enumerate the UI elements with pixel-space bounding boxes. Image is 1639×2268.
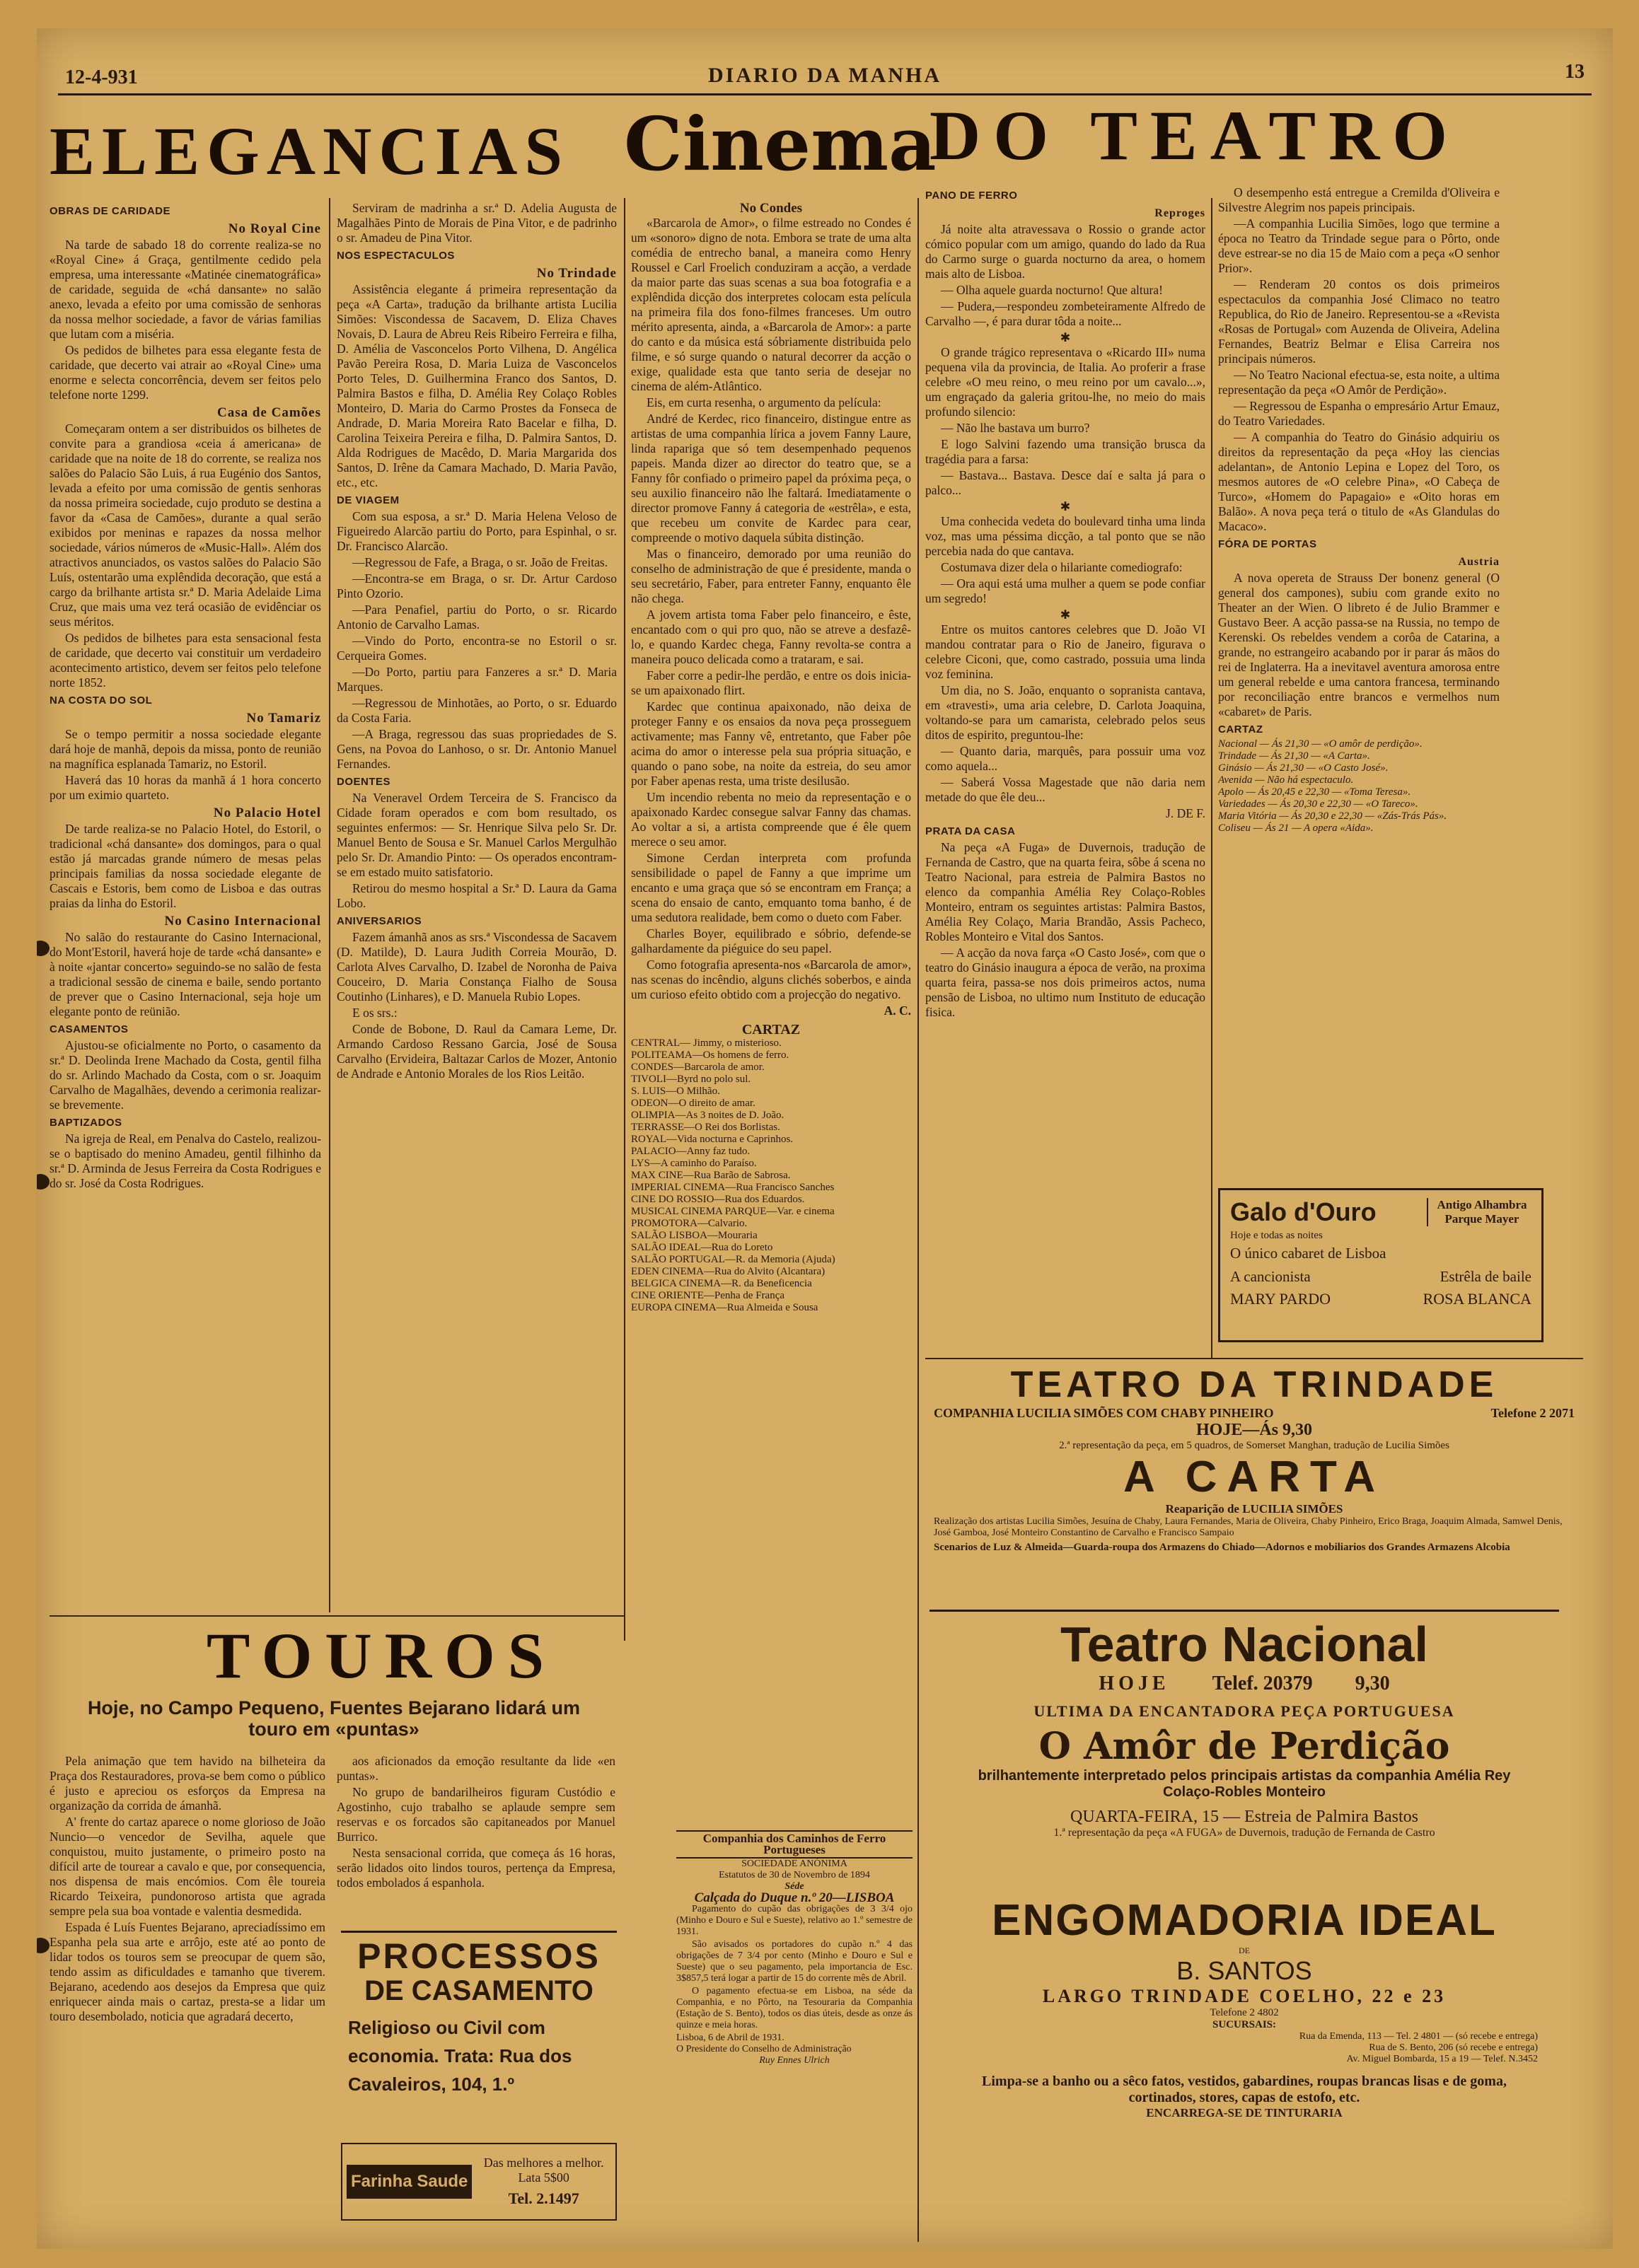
listing-item: CINE ORIENTE—Penha de França <box>631 1290 785 1301</box>
subheading: No Tamariz <box>246 711 321 726</box>
trindade-company: COMPANHIA LUCILIA SIMÕES COM CHABY PINHEIRO <box>934 1406 1274 1420</box>
nacional-name: Teatro Nacional <box>1060 1617 1428 1672</box>
galo-line: A cancionista <box>1230 1268 1311 1285</box>
paragraph: Na tarde de sabado 18 do corrente realiza-se no «Royal Cine» á Graça, gentilmente cedido pela empresa, uma interessante «Matinée cinematográfica» de caridade, seguida de «chá dansante» no salão anexo, levada a efeito por uma comissão de senhoras da nossa melhor sociedade, a favor de várias familias que lutam com a miséria. <box>50 238 321 341</box>
paragraph: Os pedidos de bilhetes para essa elegante festa de caridade, que decerto vai atrair ao «Royal Cine» uma enorme e selecta concorrência, devem ser feitos pelo telefone norte 1299. <box>50 343 321 402</box>
section-label: BAPTIZADOS <box>50 1117 122 1129</box>
paragraph: —A companhia Lucilia Simões, logo que termine a época no Teatro da Trindade segue para o Pôrto, onde deve estrear-se no dia 15 de Maio com a peça «O senhor Prior». <box>1218 216 1500 275</box>
subheading: No Palacio Hotel <box>213 806 321 820</box>
divider <box>50 1615 624 1617</box>
paragraph: Fazem ámanhã anos as srs.ª Viscondessa de Sacavem (D. Matilde), D. Laura Judith Correia Mourão, D. Carlota Alves Carvalho, D. Izabel de Noronha de Paiva Couceiro, D. Maria Constança Fialho de Sousa Coutinho (Linhares), e D. Manuela Rubio Lopes. <box>337 930 617 1004</box>
trindade-ad <box>925 1363 1583 1604</box>
galo-line: Hoje e todas as noites <box>1230 1230 1323 1241</box>
engomadoria-de: DE <box>1239 1946 1250 1955</box>
newspaper-name: DIARIO DA MANHA <box>708 64 942 87</box>
listing-item: TIVOLI—Byrd no polo sul. <box>631 1074 751 1085</box>
touros-subheadline: Hoje, no Campo Pequeno, Fuentes Bejarano lidará um touro em «puntas» <box>87 1697 581 1740</box>
galo-artist: MARY PARDO <box>1230 1290 1331 1308</box>
paragraph: Na igreja de Real, em Penalva do Castelo, realizou-se o baptisado do menino Amadeu, gentil filhinho da sr.ª D. Arminda de Jesus Ferreira da Costa Rodrigues e do sr. José da Costa Rodrigues. <box>50 1132 321 1190</box>
paragraph: Espada é Luís Fuentes Bejarano, apreciadíssimo em Espanha pela sua arte e arrôjo, este até ao ponto de lidar todos os touros sem se preocupar de quem são, tendo assim as dificuldades e tamanho que tiverem. Bejarano, acedendo aos desejos da Empresa que quiz enriquecer ainda mais o cartaz, presta-se a lidar um touro desembolado, noticia que agradará decerto, <box>50 1920 325 2023</box>
paragraph: — Não lhe bastava um burro? <box>941 421 1090 435</box>
paragraph: — Quanto daria, marquês, para possuir uma voz como aquela... <box>925 744 1205 773</box>
listing-item: Maria Vitória — Ás 20,30 e 22,30 — «Zás-Trás Pás». <box>1218 810 1447 822</box>
nacional-line: 1.ª representação da peça «A FUGA» de Duvernois, tradução de Fernanda de Castro <box>1053 1827 1435 1839</box>
listing-item: PALACIO—Anny faz tudo. <box>631 1146 751 1157</box>
paragraph: De tarde realiza-se no Palacio Hotel, do Estoril, o tradicional «chá dansante» dos domingos, para o qual estão já marcadas grande número de mesas pelas principais familias da nossa sociedade elegante de Cascais e Estoris, bem como de Lisboa e das outras praias da linha do Estoril. <box>50 822 321 910</box>
paragraph: Os pedidos de bilhetes para esta sensacional festa de caridade, que decerto vai constituir um verdadeiro acontecimento artistico, devem ser feitos pelo telefone norte 1852. <box>50 631 321 690</box>
galo-line: Estrêla de baile <box>1440 1268 1531 1285</box>
column-rule <box>917 198 919 2242</box>
nacional-line: brilhantemente interpretado pelos principais artistas da companhia Amélia Rey Colaço-Robles Monteiro <box>978 1768 1511 1800</box>
teatro-headline: DO TEATRO <box>929 96 1461 175</box>
signature: A. C. <box>884 1004 911 1018</box>
nacional-phone: Telef. 20379 <box>1212 1673 1313 1694</box>
trindade-line: Reaparição de LUCILIA SIMÕES <box>1165 1502 1343 1516</box>
listing-item: EUROPA CINEMA—Rua Almeida e Sousa <box>631 1302 818 1313</box>
paragraph: Um incendio rebenta no meio da representação e o apaixonado Kardec consegue salvar Fanny das chamas. Ao voltar a si, a artista compreende que é êle quem merece o seu amor. <box>631 790 911 849</box>
paragraph: Haverá das 10 horas da manhã á 1 hora concerto por um eximio quarteto. <box>50 773 321 802</box>
paragraph: Pagamento do cupão das obrigações de 3 3/4 ojo (Minho e Douro e Sul e Sueste), relativo ao 1.º semestre de 1931. <box>676 1904 913 1937</box>
separator-icon: ✱ <box>1060 330 1071 344</box>
listing-item: CENTRAL— Jimmy, o misterioso. <box>631 1037 782 1049</box>
masthead <box>65 58 1585 86</box>
column-rule <box>329 198 330 1612</box>
paragraph: Retirou do mesmo hospital a Sr.ª D. Laura da Gama Lobo. <box>337 881 617 910</box>
cinema-headline: Cinema <box>624 100 937 187</box>
paragraph: O desempenho está entregue a Cremilda d'Oliveira e Silvestre Alegrim nos papeis principais. <box>1218 185 1500 214</box>
cinema-column <box>631 201 911 1495</box>
teatro-listing <box>1218 738 1500 834</box>
listing-item: ODEON—O direito de amar. <box>631 1098 755 1109</box>
touros-headline: TOUROS <box>207 1619 557 1692</box>
separator-icon: ✱ <box>1060 499 1071 513</box>
listing-item: S. LUIS—O Milhão. <box>631 1086 720 1097</box>
listing-item: BELGICA CINEMA—R. da Beneficencia <box>631 1278 812 1289</box>
farinha-text: Das melhores a melhor. Lata 5$00 <box>483 2156 604 2185</box>
paragraph: O grande trágico representava o «Ricardo III» numa pequena vila da provincia, de Italia. Ao proferir a frase celebre «O meu reino, o meu reino por um cavalo...», um engraçado da galeria gritou-lhe, no meio do mais profundo silencio: <box>925 345 1205 419</box>
listing-item: Trindade — Ás 21,30 — «A Carta». <box>1218 750 1370 762</box>
elegancias-column-1 <box>50 201 321 1615</box>
paragraph: Nesta sensacional corrida, que começa ás 16 horas, serão lidados oito lindos touros, pertença da Empresa, todos embolados á espanhola. <box>337 1846 615 1890</box>
listing-item: TERRASSE—O Rei dos Borlistas. <box>631 1122 780 1133</box>
railway-president: O Presidente do Conselho de Administração <box>676 2044 852 2054</box>
column-rule <box>624 198 625 1641</box>
page-number: 13 <box>1565 61 1585 83</box>
subheading: No Casino Internacional <box>164 914 321 929</box>
paragraph: — Pudera,—respondeu zombeteiramente Alfredo de Carvalho —, é para durar tôda a noite... <box>925 299 1205 328</box>
listing-item: MUSICAL CINEMA PARQUE—Var. e cinema <box>631 1206 835 1217</box>
section-label: NA COSTA DO SOL <box>50 694 153 706</box>
paragraph: A' frente do cartaz aparece o nome glorioso de João Nuncio—o vencedor de Sevilha, aquele que conquistou, muito justamente, o primeiro posto na difícil arte de tourear a cavalo e que, por consequencia, nos dispensa de mais encómios. Com êle toureia Ricardo Teixeira, pundonoroso artista que agrada sempre pela sua boa vontade e valentia desmedida. <box>50 1815 325 1918</box>
paragraph: — Bastava... Bastava. Desce daí e salta já para o palco... <box>925 468 1205 497</box>
processos-title: PROCESSOS <box>357 1936 601 1976</box>
paragraph: — Olha aquele guarda nocturno! Que altura! <box>941 283 1163 297</box>
engomadoria-owner: B. SANTOS <box>1176 1956 1312 1985</box>
section-label: OBRAS DE CARIDADE <box>50 205 171 217</box>
engomadoria-name: ENGOMADORIA IDEAL <box>992 1896 1497 1945</box>
paragraph: — No Teatro Nacional efectua-se, esta noite, a ultima representação da peça «O Amôr de Perdição». <box>1218 368 1500 397</box>
binding-hole <box>37 1938 50 1953</box>
elegancias-column-2 <box>337 201 617 1608</box>
listing-item: SALÃO LISBOA—Mouraria <box>631 1230 758 1241</box>
subheading: No Royal Cine <box>228 221 321 236</box>
paragraph: Conde de Bobone, D. Raul da Camara Leme, Dr. Armando Cardoso Ressano Garcia, José de Sousa Carvalho (Ervideira, Baltazar Carlos de Mozer, Antonio de Andrade e Antonio Morales de los Rios Leitão. <box>337 1022 617 1081</box>
cinema-listing <box>631 1037 911 1314</box>
paragraph: E os srs.: <box>352 1006 398 1020</box>
railway-title: Companhia dos Caminhos de Ferro Portugueses <box>676 1830 913 1859</box>
paragraph: Serviram de madrinha a sr.ª D. Adelia Augusta de Magalhães Pinto de Morais de Pina Vitor, e de padrinho o sr. Amadeu de Pina Vitor. <box>337 201 617 245</box>
trindade-play: A CARTA <box>1123 1453 1386 1501</box>
cartaz-title: CARTAZ <box>741 1022 801 1037</box>
railway-sede: Séde <box>784 1881 804 1892</box>
listing-item: OLIMPIA—As 3 noites de D. João. <box>631 1110 784 1121</box>
section-label: ANIVERSARIOS <box>337 915 422 927</box>
subheading: No Trindade <box>536 266 617 281</box>
paragraph: No salão do restaurante do Casino Internacional, do Mont'Estoril, haverá hoje de tarde «chá dansante» e à noite «jantar concerto» seguindo-se no salão de festa a tradicional sessão de cinema e baile, sendo portanto de prever que o Casino Internacional, seja hoje um elegante ponto de reünião. <box>50 930 321 1018</box>
listing-item: Apolo — Ás 20,45 e 22,30 — «Toma Teresa». <box>1218 786 1411 798</box>
processos-text: Religioso ou Civil com economia. Trata: Rua dos Cavaleiros, 104, 1.º <box>348 2017 572 2095</box>
section-label: DOENTES <box>337 776 391 788</box>
nacional-ad <box>929 1610 1559 1885</box>
paragraph: Eis, em curta resenha, o argumento da película: <box>647 395 881 409</box>
engomadoria-phone: Telefone 2 4802 <box>1210 2007 1279 2018</box>
touros-column-2 <box>337 1754 615 1924</box>
paragraph: Na peça «A Fuga» de Duvernois, tradução de Fernanda de Castro, que na quarta feira, sôbe á scena no Teatro Nacional, para estreia de Palmira Bastos no elenco da companhia Amélia Rey Colaço-Robles Monteiro, entram os seguintes artistas: Palmira Bastos, Amélia Rey Colaço, Maria Brandão, Assis Pacheco, Robles Monteiro e Vital dos Santos. <box>925 840 1205 943</box>
railway-notice <box>676 1830 913 2226</box>
listing-item: CONDES—Barcarola de amor. <box>631 1062 765 1073</box>
paragraph: Se o tempo permitir a nossa sociedade elegante dará hoje de manhã, depois da missa, ponto de reunião na magnífica esplanada Tamariz, no Estoril. <box>50 727 321 771</box>
galo-artist: ROSA BLANCA <box>1423 1290 1531 1308</box>
paragraph: —A Braga, regressou das suas propriedades de S. Gens, na Povoa do Lanhoso, o sr. Dr. Antonio Manuel Fernandes. <box>337 727 617 771</box>
listing-item: PROMOTORA—Calvario. <box>631 1218 748 1229</box>
section-label: NOS ESPECTACULOS <box>337 250 455 262</box>
nacional-time: 9,30 <box>1355 1673 1390 1694</box>
touros-column-1 <box>50 1754 325 2242</box>
teatro-column-1 <box>925 185 1205 1359</box>
teatro-column-2 <box>1218 185 1500 1182</box>
listing-item: MAX CINE—Rua Barão de Sabrosa. <box>631 1170 791 1181</box>
paragraph: Começaram ontem a ser distribuidos os bilhetes de convite para a grandiosa «ceia á americana» de caridade que na noite de 18 do corrente, se realiza nos salões do Palacio São Luis, á rua Eugénio dos Santos, levada a efeito por uma comissão de gentis senhoras da nossa primeira sociedade, cujo produto se destina a favor da «Casa de Camões», durante a qual serão exibidos por meninas e rapazes da nossa melhor sociedade, vários números de «Music-Hall». Além dos atractivos anunciados, os vastos salões do Palacio São Luís, ostentarão uma explêndida decoração, que está a cargo da brilhante artista sr.ª D. Maria Adelaide Lima Cruz, que mais uma vez terá ocasião de evidênciar os seus méritos. <box>50 421 321 629</box>
trindade-time: HOJE—Ás 9,30 <box>1195 1421 1312 1439</box>
listing-item: LYS—A caminho do Paraíso. <box>631 1158 757 1169</box>
paragraph: Na Veneravel Ordem Terceira de S. Francisco da Cidade foram operados e com bom resultado, os seguintes enfermos: — Sr. Henrique Silva pelo Sr. Dr. Manuel Bento de Sousa e Sr. Manuel Carlos Mergulhão pelo Sr. Dr. Amandio Pinto: — Os operados encontram-se em estado muito satisfatorio. <box>337 791 617 879</box>
paragraph: — Regressou de Espanha o empresário Artur Emauz, do Teatro Variedades. <box>1218 399 1500 428</box>
paragraph: Entre os muitos cantores celebres que D. João VI mandou contratar para o Rio de Janeiro, figurava o celebre Ciconi, que, como castrado, possuia uma linda voz feminina. <box>925 622 1205 681</box>
paragraph: Já noite alta atravessava o Rossio o grande actor cómico popular com um amigo, quando do lado da Rua do Carmo surge o guarda nocturno da area, o homem mais alto de Lisboa. <box>925 222 1205 281</box>
listing-item: IMPERIAL CINEMA—Rua Francisco Sanches <box>631 1182 835 1193</box>
engomadoria-branch: Av. Miguel Bombarda, 15 a 19 — Telef. N.3452 <box>1346 2054 1538 2064</box>
paragraph: —Vindo do Porto, encontra-se no Estoril o sr. Cerqueira Gomes. <box>337 634 617 663</box>
engomadoria-line: Limpa-se a banho ou a sêco fatos, vestidos, gabardines, roupas brancas lisas e de goma, cortinados, stores, capas de estofo, etc. <box>982 2074 1507 2105</box>
subheading: Reproges <box>1154 207 1205 219</box>
newspaper-page <box>37 28 1613 2249</box>
listing-item: POLITEAMA—Os homens de ferro. <box>631 1049 789 1061</box>
section-label: DE VIAGEM <box>337 494 400 506</box>
binding-hole <box>37 1174 50 1190</box>
railway-address: Calçada do Duque n.º 20—LISBOA <box>694 1890 895 1905</box>
paragraph: Pela animação que tem havido na bilheteira da Praça dos Restauradores, prova-se bem como o público é justo e apreciou os esforços da Empresa na organização da corrida de ámanhã. <box>50 1754 325 1813</box>
subheading: Casa de Camões <box>217 405 321 420</box>
listing-item: CINE DO ROSSIO—Rua dos Eduardos. <box>631 1194 805 1205</box>
issue-date: 12-4-931 <box>65 66 138 88</box>
nacional-line: QUARTA-FEIRA, 15 — Estreia de Palmira Bastos <box>1070 1808 1418 1826</box>
processos-ad <box>341 1931 617 2143</box>
paragraph: —Regressou de Minhotães, ao Porto, o sr. Eduardo da Costa Faria. <box>337 696 617 725</box>
section-label: PRATA DA CASA <box>925 825 1016 837</box>
engomadoria-ad <box>929 1895 1559 2178</box>
nacional-play: O Amôr de Perdição <box>1038 1725 1450 1768</box>
engomadoria-address: LARGO TRINDADE COELHO, 22 e 23 <box>1042 1986 1447 2006</box>
paragraph: — Renderam 20 contos os dois primeiros espectaculos da companhia José Climaco no teatro Republica, do Rio de Janeiro. Representou-se a «Revista «Rosas de Portugal» com Auzenda de Oliveira, Adelina Fernandes, Beatriz Belmar e Elisa Carreira nos principais números. <box>1218 277 1500 366</box>
railway-date: Lisboa, 6 de Abril de 1931. <box>676 2033 784 2043</box>
galo-name: Galo d'Ouro <box>1230 1197 1377 1226</box>
paragraph: Como fotografia apresenta-nos «Barcarola de amor», nas scenas do incêndio, alguns clichés soberbos, e ainda um curioso efeito obtido com a projecção do negativo. <box>631 958 911 1001</box>
paragraph: São avisados os portadores do cupão n.º 4 das obrigações de 7 3/4 por cento (Minho e Douro e Sul e Sueste) que o seu pagamento, pela importancia de Esc. 3$857,5 terá logar a partir de 15 do corrente mês de Abril. <box>676 1939 913 1984</box>
galo-venue: Antigo Alhambra Parque Mayer <box>1427 1198 1531 1226</box>
listing-item: EDEN CINEMA—Rua do Alvito (Alcantara) <box>631 1266 826 1277</box>
column-rule <box>1211 198 1212 1358</box>
elegancias-headline: ELEGANCIAS <box>50 113 569 189</box>
trindade-cast: Realização dos artistas Lucilia Simões, Jesuína de Chaby, Laura Fernandes, Maria de Oliveira, Chaby Pinheiro, Erico Braga, Joaquim Almada, Samwel Denis, José Gamboa, José Monteiro Constantino de Carvalho e Francisco Sampaio <box>934 1516 1563 1538</box>
processos-title: DE CASAMENTO <box>364 1975 593 2006</box>
farinha-ad <box>341 2143 617 2221</box>
trindade-name: TEATRO DA TRINDADE <box>1010 1364 1498 1405</box>
farinha-logo: Farinha Saude <box>347 2165 472 2199</box>
binding-hole <box>37 941 50 956</box>
paragraph: Um dia, no S. João, enquanto o sopranista cantava, em «travesti», uma aria celebre, D. Carlota Joaquina, voltando-se para um camarista, celebrado pelos seus ditos de espirito, preguntou-lhe: <box>925 683 1205 742</box>
listing-item: SALÃO PORTUGAL—R. da Memoria (Ajuda) <box>631 1254 835 1265</box>
paragraph: No grupo de bandarilheiros figuram Custódio e Agostinho, cujo trabalho se aplaude sempre sem reservas e os forcados são capitaneados por Manuel Burrico. <box>337 1785 615 1844</box>
galo-douro-ad <box>1218 1188 1544 1342</box>
paragraph: «Barcarola de Amor», o filme estreado no Condes é um «sonoro» digno de nota. Embora se trate de uma alta comédia de entrecho banal, a maneira como Henry Roussel e Carl Froelich conduziram a acção, a verdade da maior parte das suas scenas a sua boa fotografia e a explêndida dicção dos interpretes colocam esta película na primeira fila dos fono-filmes franceses. Um outro mérito apresenta, ainda, a «Barcarola de Amor»: a parte do canto e da música está sóbriamente distribuida pelo filme, e só surge quando o natural decorrer da acção o exige, qualidade esta que tanto seria de desejar no cinema de além-Atlântico. <box>631 216 911 393</box>
trindade-phone: Telefone 2 2071 <box>1490 1406 1575 1420</box>
trindade-credits: Scenarios de Luz & Almeida—Guarda-roupa dos Armazens do Chiado—Adornos e mobiliarios dos Grandes Armazens Alcobia <box>934 1542 1510 1553</box>
engomadoria-line: ENCARREGA-SE DE TINTURARIA <box>1146 2106 1343 2119</box>
railway-signature: Ruy Ennes Ulrich <box>759 2055 830 2066</box>
section-label: CASAMENTOS <box>50 1023 129 1035</box>
paragraph: A nova opereta de Strauss Der bonenz general (O general dos campones), subiu com grande exito no Theater an der Wien. O libreto é de Julio Brammer e Gustavo Beer. A acção passa-se na Russia, no tempo de Kerenski. Os rebeldes vendem a corôa de Catarina, a grande, no estrangeiro acabando por ir parar ás mãos do rei de Inglaterra. Ha a inevitavel aventura amorosa entre um general rebelde e uma cantora francesa, terminando por reconciliação entre brancos e vermelhos num «cabaret» de Paris. <box>1218 571 1500 719</box>
paragraph: —Regressou de Fafe, a Braga, o sr. João de Freitas. <box>352 555 608 569</box>
paragraph: — Ora aqui está uma mulher a quem se pode confiar um segredo! <box>925 576 1205 605</box>
paragraph: O pagamento efectua-se em Lisboa, na séde da Companhia, e no Pôrto, na Tesouraria da Companhia (Estação de S. Bento), todos os dias úteis, desde as onze ás quinze e meia horas. <box>676 1986 913 2030</box>
listing-item: Nacional — Ás 21,30 — «O amôr de perdição». <box>1218 738 1423 750</box>
paragraph: — A companhia do Teatro do Ginásio adquiriu os direitos da representação da peça «Hoy las ciencias adelantan», de Antonio Lepina e Lopez del Toro, os mesmos autores de «O celebre Pina», «O Cabeça de Turco», «Homem do Papagaio» e «Oito horas em Balão». A nova peça terá o titulo de «As Glandulas do Macaco». <box>1218 430 1500 533</box>
section-label: PANO DE FERRO <box>925 190 1018 202</box>
paragraph: —Para Penafiel, partiu do Porto, o sr. Ricardo Antonio de Carvalho Lamas. <box>337 603 617 632</box>
farinha-phone: Tel. 2.1497 <box>508 2190 579 2207</box>
divider <box>925 1358 1583 1359</box>
subheading: No Condes <box>739 201 803 216</box>
railway-statute: Estatutos de 30 de Novembro de 1894 <box>719 1870 870 1880</box>
section-label: FÓRA DE PORTAS <box>1218 538 1317 550</box>
paragraph: E logo Salvini fazendo uma transição brusca da tragédia para a farsa: <box>925 437 1205 466</box>
paragraph: Simone Cerdan interpreta com profunda sensibilidade o papel de Fanny a que imprime um encanto e uma graça que só se encontram em França; a scena do ensaio de canto, emquanto toma banho, é de uma sedutora realidade, bem como o dueto com Faber. <box>631 851 911 924</box>
listing-item: Ginásio — Ás 21,30 — «O Casto José». <box>1218 762 1389 774</box>
subheading: Austria <box>1458 556 1500 568</box>
engomadoria-branch: Rua da Emenda, 113 — Tel. 2 4801 — (só recebe e entrega) <box>1299 2031 1538 2042</box>
engomadoria-branch: Rua de S. Bento, 206 (só recebe e entrega) <box>1369 2042 1538 2053</box>
paragraph: — Saberá Vossa Magestade que não daria nem metade do que êle deu... <box>925 775 1205 804</box>
paragraph: Uma conhecida vedeta do boulevard tinha uma linda voz, mas uma péssima dicção, a tal ponto que se não percebia nada do que cantava. <box>925 514 1205 558</box>
paragraph: A jovem artista toma Faber pelo financeiro, e êste, encantado com o qui pro quo, não se atreve a desfazê-lo, e quando Kardec chega, Fanny revolta-se contra a maneira pouco delicada como a trataram, e sai. <box>631 607 911 666</box>
paragraph: Ajustou-se oficialmente no Porto, o casamento da sr.ª D. Deolinda Irene Machado da Costa, gentil filha do sr. Arlindo Machado da Costa, com o sr. Joaquim Carvalho de Magalhães, devendo a cerimonia realizar-se brevemente. <box>50 1038 321 1112</box>
paragraph: Com sua esposa, a sr.ª D. Maria Helena Veloso de Figueiredo Alarcão partiu do Porto, para Espinhal, o sr. Dr. Francisco Alarcão. <box>337 509 617 553</box>
listing-item: SALÃO IDEAL—Rua do Loreto <box>631 1242 773 1253</box>
paragraph: Faber corre a pedir-lhe perdão, e entre os dois inicia-se um apaixonado flirt. <box>631 668 911 697</box>
paragraph: Kardec que continua apaixonado, não deixa de proteger Fanny e os ensaios da nova peça prosseguem activamente; mas Fanny vê, entretanto, que Faber pôe acima do amor o interesse pela sua própria situação, e quando o pano sobe, na noite da estreia, do seu amor por Faber apenas resta, uma triste desilusão. <box>631 699 911 788</box>
galo-line: O único cabaret de Lisboa <box>1230 1245 1386 1262</box>
listing-item: Avenida — Não há espectaculo. <box>1218 774 1354 786</box>
nacional-line: ULTIMA DA ENCANTADORA PEÇA PORTUGUESA <box>1033 1702 1455 1720</box>
listing-item: Coliseu — Ás 21 — A opera «Aida». <box>1218 822 1374 834</box>
paragraph: Assistência elegante á primeira representação da peça «A Carta», tradução da brilhante artista Lucilia Simões: Viscondessa de Sacavem, D. Eliza Chaves Novais, D. Laura de Abreu Reis Ribeiro Ferreira e filha, D. Amélia de Vasconcelos Porto Vilhena, D. Angélica Pavão Pereira Rosa, D. Maria Luiza de Vasconcelos Porto Teles, D. Guilhermina Franco dos Santos, D. Palmira Bastos e filha, D. Amélia Rey Colaço Robles Monteiro, D. Maria do Carmo Prostes da Fonseca de Andrade, D. Maria Moreira Rato Bacelar e filha, D. Carolina Teixeira Pereira e filha, D. Palmira Santos, D. Alda Rodrigues de Macêdo, D. Maria Margarida dos Santos, D. Irêne da Camara Machado, D. Maria Pavão, etc., etc. <box>337 282 617 489</box>
nacional-today: HOJE <box>1099 1673 1170 1694</box>
listing-item: ROYAL—Vida nocturna e Caprinhos. <box>631 1134 794 1145</box>
paragraph: —Do Porto, partiu para Fanzeres a sr.ª D. Maria Marques. <box>337 665 617 694</box>
railway-subtitle: SOCIEDADE ANÓNIMA <box>741 1859 847 1869</box>
paragraph: Charles Boyer, equilibrado e sóbrio, defende-se galhardamente da piéguice do seu papel. <box>631 926 911 955</box>
paragraph: —Encontra-se em Braga, o sr. Dr. Artur Cardoso Pinto Ozorio. <box>337 571 617 600</box>
paragraph: — A acção da nova farça «O Casto José», com que o teatro do Ginásio inaugura a época de verão, na proxima quarta feira, passa-se nos dois primeiros actos, numa pensão de Lisboa, no ultimo num Instituto de educação fisica. <box>925 946 1205 1019</box>
section-label: CARTAZ <box>1218 723 1263 735</box>
listing-item: Variedades — Ás 20,30 e 22,30 — «O Tareco». <box>1218 798 1418 810</box>
separator-icon: ✱ <box>1060 607 1071 622</box>
signature: J. DE F. <box>1166 806 1205 820</box>
paragraph: aos aficionados da emoção resultante da lide «en puntas». <box>337 1754 615 1783</box>
paragraph: Costumava dizer dela o hilariante comediografo: <box>941 560 1183 574</box>
trindade-line: 2.ª representação da peça, em 5 quadros, de Somerset Manghan, tradução de Lucilia Simões <box>1059 1440 1449 1451</box>
paragraph: André de Kerdec, rico financeiro, distingue entre as artistas de uma companhia lírica a jovem Fanny Laure, linda rapariga que só tem desempenhado pequenos papeis. Manda dizer ao director do teatro que, se a Fanny fôr confiado o primeiro papel da próxima peça, o seu auxilio financeiro não lhe faltará. Imediatamente o director promove Fanny á categoria de «estrêla», e esta, que recebeu um convite de Kardec para cear, compreende o motivo daquela súbita distinção. <box>631 412 911 545</box>
engomadoria-label: SUCURSAIS: <box>1212 2019 1277 2030</box>
paragraph: Mas o financeiro, demorado por uma reunião do conselho de administração de que é presidente, manda o seu secretário, Faber, para entreter Fanny, enquanto êle não chega. <box>631 547 911 605</box>
